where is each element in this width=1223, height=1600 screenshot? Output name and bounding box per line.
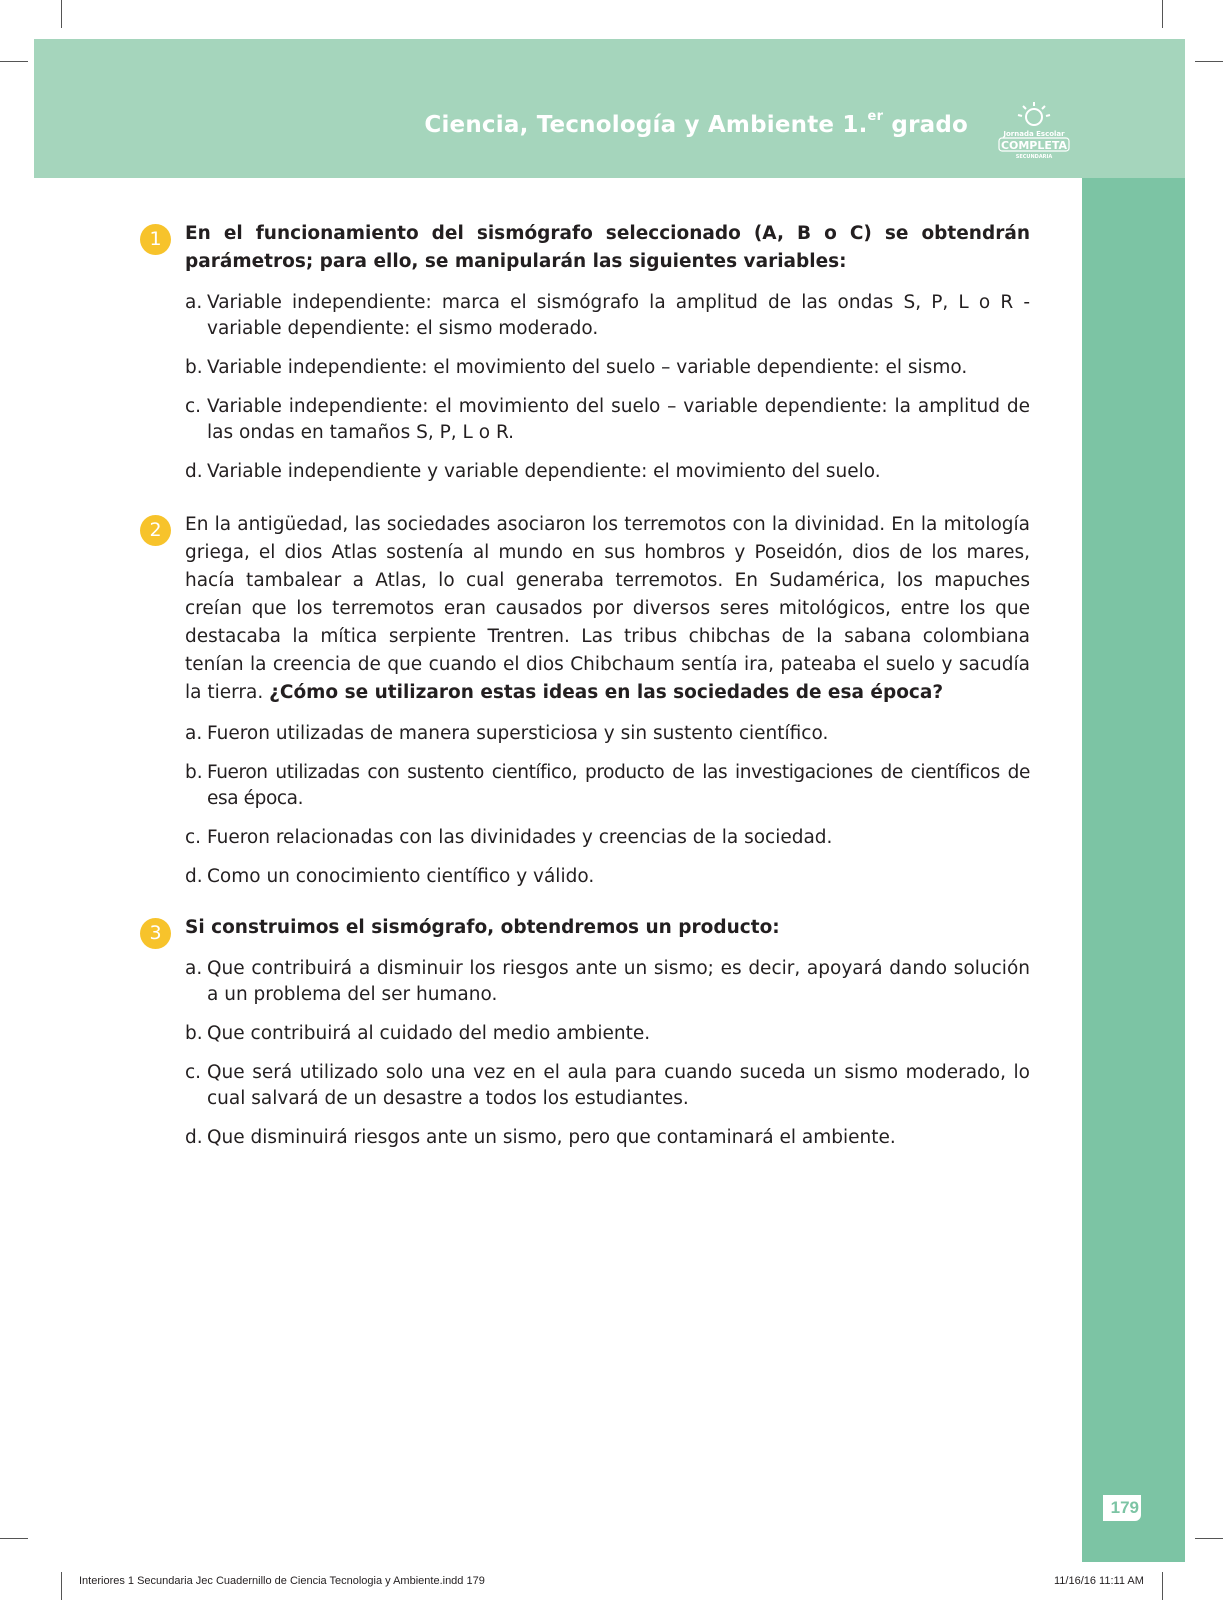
option-letter: b. bbox=[185, 762, 203, 783]
option-letter: c. bbox=[185, 396, 202, 417]
page-title bbox=[424, 109, 968, 138]
option-text: Que será utilizado solo una vez en el aula para cuando suceda un sismo moderado, lo cual salvará de un desastre a todos los estudiantes. bbox=[207, 1062, 1030, 1109]
option-letter: b. bbox=[185, 357, 203, 378]
footer-filename: Interiores 1 Secundaria Jec Cuadernillo de Ciencia Tecnologia y Ambiente.indd 179 bbox=[79, 1575, 485, 1587]
option-letter: a. bbox=[185, 958, 203, 979]
crop-mark bbox=[1195, 1538, 1223, 1539]
option-letter: a. bbox=[185, 723, 203, 744]
option-text: Que contribuirá a disminuir los riesgos ante un sismo; es decir, apoyará dando solución a un problema del ser humano. bbox=[207, 958, 1030, 1005]
jornada-escolar-logo bbox=[993, 100, 1075, 160]
question-2 bbox=[140, 511, 1030, 890]
crop-mark bbox=[0, 61, 28, 62]
option-b bbox=[185, 355, 1030, 381]
option-c bbox=[185, 825, 1030, 851]
question-number-badge: 3 bbox=[140, 918, 171, 949]
logo-line1: Jornada Escolar bbox=[1003, 130, 1065, 138]
question-stem: En el funcionamiento del sismógrafo seleccionado (A, B o C) se obtendrán parámetros; para ello, se manipularán las siguientes variables: bbox=[185, 223, 1030, 272]
logo-line2: COMPLETA bbox=[1000, 139, 1068, 152]
option-letter: d. bbox=[185, 866, 203, 887]
option-d bbox=[185, 1125, 1030, 1151]
crop-mark bbox=[61, 1572, 62, 1600]
crop-mark bbox=[0, 1538, 28, 1539]
option-letter: a. bbox=[185, 292, 203, 313]
option-a bbox=[185, 956, 1030, 1008]
option-text: Fueron relacionadas con las divinidades y creencias de la sociedad. bbox=[207, 827, 833, 848]
option-c bbox=[185, 394, 1030, 446]
option-letter: c. bbox=[185, 827, 202, 848]
question-stem bbox=[185, 511, 1030, 707]
option-text: Fueron utilizadas de manera supersticiosa y sin sustento científico. bbox=[207, 723, 829, 744]
logo-line3: SECUNDARIA bbox=[1015, 154, 1053, 160]
option-letter: d. bbox=[185, 461, 203, 482]
option-a bbox=[185, 721, 1030, 747]
crop-mark bbox=[61, 0, 62, 28]
crop-mark bbox=[1195, 61, 1223, 62]
crop-mark bbox=[1162, 0, 1163, 28]
option-text: Fueron utilizadas con sustento científico, producto de las investigaciones de científicos de esa época. bbox=[207, 762, 1030, 809]
option-letter: d. bbox=[185, 1127, 203, 1148]
sun-logo-icon bbox=[993, 100, 1075, 160]
option-b bbox=[185, 1021, 1030, 1047]
questions-content bbox=[140, 220, 1030, 1164]
title-superscript: er bbox=[867, 109, 884, 124]
option-text: Variable independiente: marca el sismógrafo la amplitud de las ondas S, P, L o R - variable dependiente: el sismo moderado. bbox=[207, 292, 1030, 339]
page-number: 179 bbox=[1103, 1495, 1141, 1521]
option-text: Variable independiente: el movimiento del suelo – variable dependiente: la amplitud de las ondas en tamaños S, P, L o R. bbox=[207, 396, 1030, 443]
option-text: Variable independiente: el movimiento del suelo – variable dependiente: el sismo. bbox=[207, 357, 968, 378]
stem-text: En la antigüedad, las sociedades asociaron los terremotos con la divinidad. En la mitología griega, el dios Atlas sostenía al mundo en sus hombros y Poseidón, dios de los mares, hacía tambalear a Atlas, lo cual generaba terremotos. En Sudamérica, los mapuches creían que los terremotos eran causados por diversos seres mitológicos, entre los que destacaba la mítica serpiente Trentren. Las tribus chibchas de la sabana colombiana tenían la creencia de que cuando el dios Chibchaum sentía ira, pateaba el suelo y sacudía la tierra. bbox=[185, 514, 1030, 703]
option-d bbox=[185, 864, 1030, 890]
question-number-badge: 1 bbox=[140, 224, 171, 255]
option-d bbox=[185, 459, 1030, 485]
question-3 bbox=[140, 914, 1030, 1151]
option-b bbox=[185, 760, 1030, 812]
option-text: Variable independiente y variable dependiente: el movimiento del suelo. bbox=[207, 461, 881, 482]
question-stem: Si construimos el sismógrafo, obtendremos un producto: bbox=[185, 917, 780, 938]
option-text: Que disminuirá riesgos ante un sismo, pero que contaminará el ambiente. bbox=[207, 1127, 896, 1148]
option-text: Como un conocimiento científico y válido. bbox=[207, 866, 595, 887]
crop-mark bbox=[1162, 1572, 1163, 1600]
title-end: grado bbox=[891, 112, 968, 138]
question-1 bbox=[140, 220, 1030, 485]
option-text: Que contribuirá al cuidado del medio ambiente. bbox=[207, 1023, 651, 1044]
stem-question: ¿Cómo se utilizaron estas ideas en las sociedades de esa época? bbox=[269, 682, 944, 703]
option-letter: b. bbox=[185, 1023, 203, 1044]
option-c bbox=[185, 1060, 1030, 1112]
question-number-badge: 2 bbox=[140, 515, 171, 546]
side-band bbox=[1082, 178, 1185, 1562]
option-letter: c. bbox=[185, 1062, 202, 1083]
footer-timestamp: 11/16/16 11:11 AM bbox=[1054, 1575, 1144, 1587]
option-a bbox=[185, 290, 1030, 342]
title-main: Ciencia, Tecnología y Ambiente 1. bbox=[424, 112, 868, 138]
